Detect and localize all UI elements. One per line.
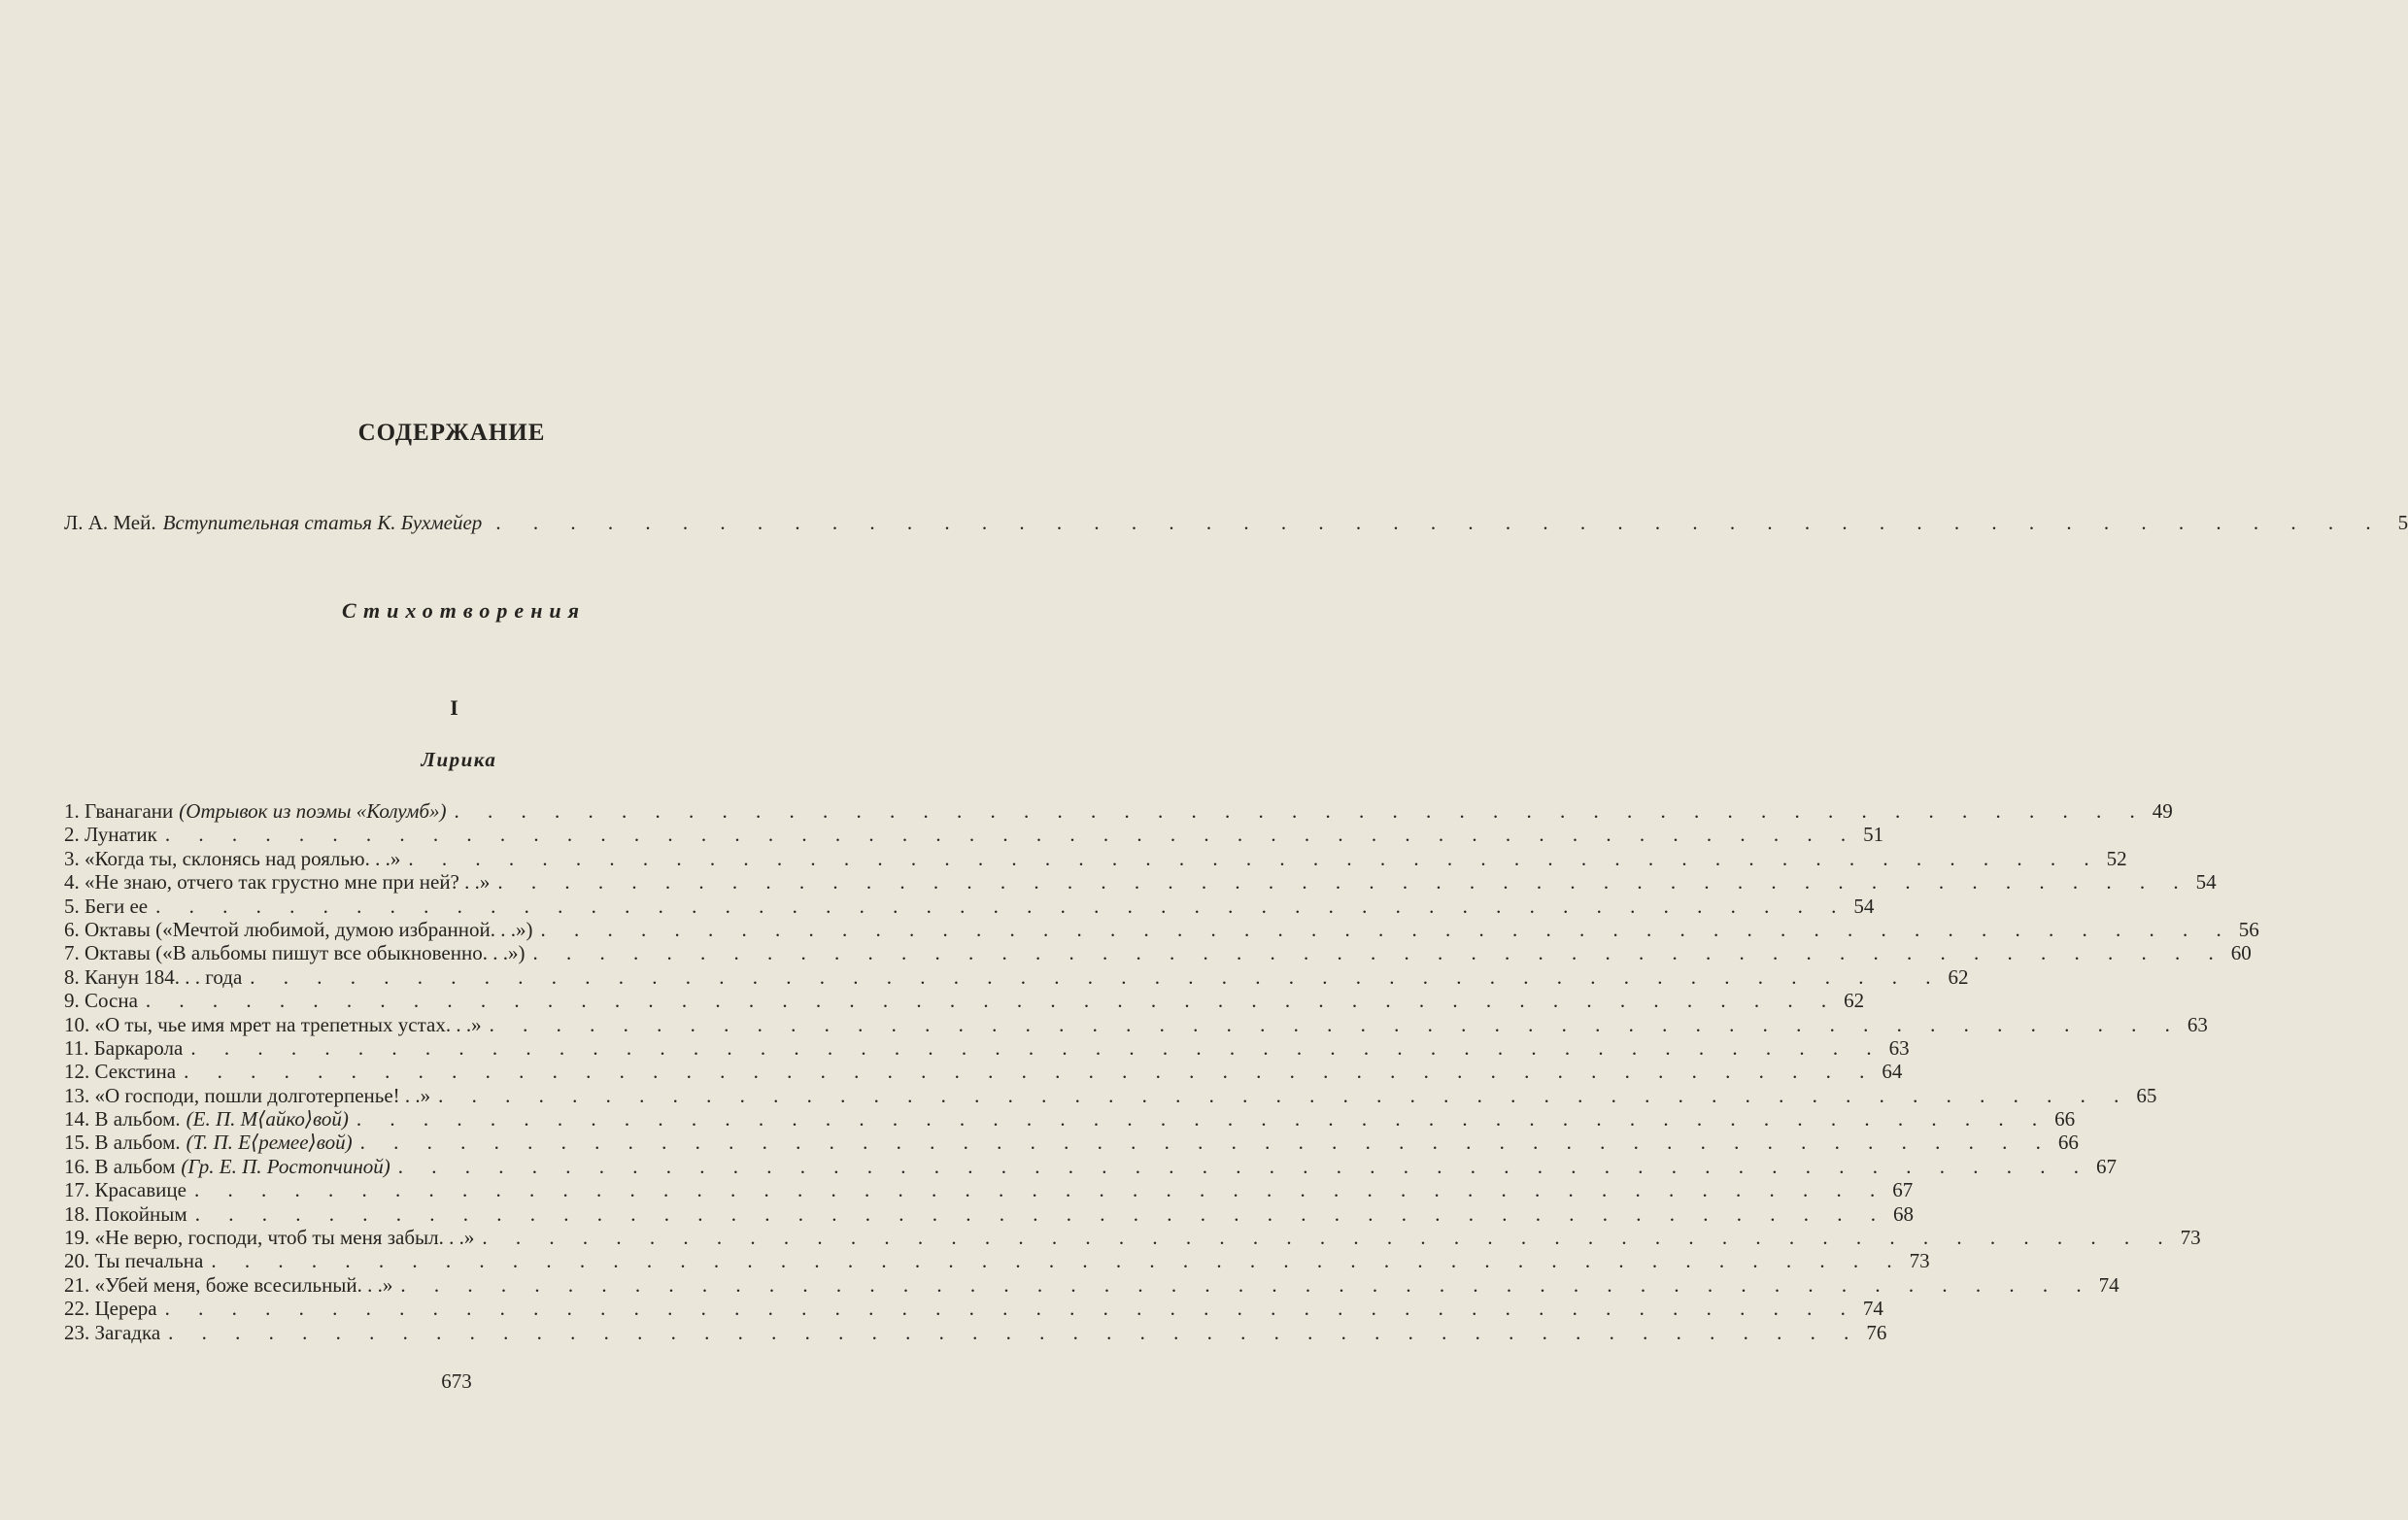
leader-dots: . . . . . . . . . . . . . . . . . . . . . . . . . . . . . . . . . . . . . . . . . . . . . . . . . . . [408, 846, 2101, 870]
toc-entry-page: 67 [2096, 1154, 2117, 1178]
toc-entry-title: 15. В альбом. [64, 1131, 181, 1155]
toc-entry-page: 74 [2098, 1272, 2120, 1297]
toc-entry-page: 62 [1844, 989, 1865, 1013]
toc-entry [64, 1178, 1914, 1202]
toc-entry-title: 13. «О господи, пошли долготерпенье! . .» [64, 1083, 431, 1107]
toc-entry-title: 17. Красавице [64, 1178, 187, 1202]
toc-list [64, 799, 2259, 1344]
toc-entry-title: 10. «О ты, чье имя мрет на трепетных устах. . .» [64, 1012, 482, 1036]
toc-entry-page: 51 [1863, 823, 1884, 847]
toc-entry-page: 76 [1866, 1320, 1887, 1344]
leader-dots: . . . . . . . . . . . . . . . . . . . . . . . . . . . . . . . . . . . . . . . . . . . . . . . . . . . [164, 1297, 1857, 1321]
leader-dots: . . . . . . . . . . . . . . . . . . . . . . . . . . . . . . . . . . . . . . . . . . . . . . . . . . . [438, 1083, 2131, 1107]
toc-entry-title: 16. В альбом [64, 1154, 176, 1178]
toc-entry-title: 22. Церера [64, 1297, 157, 1321]
toc-entry-title: 11. Баркарола [64, 1035, 184, 1060]
toc-entry-page: 60 [2230, 941, 2252, 965]
leader-dots: . . . . . . . . . . . . . . . . . . . . . . . . . . . . . . . . . . . . . . . . . . . . . . . . . . . [184, 1060, 1877, 1084]
toc-entry [64, 1131, 2079, 1155]
toc-entry-page: 62 [1948, 964, 1969, 989]
toc-entry [64, 1226, 2201, 1250]
leader-dots: . . . . . . . . . . . . . . . . . . . . . . . . . . . . . . . . . . . . . . . . . . . . . . . . . . . [359, 1131, 2052, 1155]
leader-dots: . . . . . . . . . . . . . . . . . . . . . . . . . . . . . . . . . . . . . . . . . . . . . . . . . . . [397, 1154, 2090, 1178]
page-title: СОДЕРЖАНИЕ [357, 420, 546, 446]
leader-dots: . . . . . . . . . . . . . . . . . . . . . . . . . . . . . . . . . . . . . . . . . . . . . . . . . . . [489, 1012, 2182, 1036]
intro-author: Л. А. Мей. [64, 511, 156, 534]
toc-entry-page: 67 [1892, 1178, 1914, 1202]
toc-entry [64, 1035, 1910, 1060]
toc-entry-title: 12. Секстина [64, 1060, 177, 1084]
toc-entry [64, 1107, 2076, 1132]
toc-entry [64, 964, 1969, 989]
toc-entry [64, 870, 2217, 895]
toc-entry-note: (Отрывок из поэмы «Колумб») [179, 799, 447, 823]
leader-dots: . . . . . . . . . . . . . . . . . . . . . . . . . . . . . . . . . . . . . . . . . . . . . . . . . . . [164, 823, 1858, 847]
toc-entry-page: 74 [1862, 1297, 1883, 1321]
leader-dots: . . . . . . . . . . . . . . . . . . . . . . . . . . . . . . . . . . . . . . . . . . . . . . . . . . . [482, 1226, 2175, 1250]
section-title: Стихотворения [342, 598, 586, 623]
leader-dots: . . . . . . . . . . . . . . . . . . . . . . . . . . . . . . . . . . . . . . . . . . . . . . . . . . . [145, 989, 1839, 1013]
toc-entry-title: 4. «Не знаю, отчего так грустно мне при ней? . .» [64, 870, 491, 895]
leader-dots: . . . . . . . . . . . . . . . . . . . . . . . . . . . . . . . . . . . . . . . . . . . . . . . . . . . [495, 511, 2385, 534]
leader-dots: . . . . . . . . . . . . . . . . . . . . . . . . . . . . . . . . . . . . . . . . . . . . . . . . . . . [168, 1320, 1861, 1344]
toc-entry [64, 1249, 1930, 1273]
toc-entry-page: 56 [2238, 917, 2259, 941]
leader-dots: . . . . . . . . . . . . . . . . . . . . . . . . . . . . . . . . . . . . . . . . . . . . . . . . . . . [250, 964, 1943, 989]
toc-entry-note: (Гр. Е. П. Ростопчиной) [181, 1154, 390, 1178]
toc-entry-title: 1. Гванагани [64, 799, 174, 823]
subsection-title: Лирика [421, 748, 497, 771]
toc-entry [64, 1060, 1903, 1084]
toc-entry [64, 1201, 1914, 1226]
toc-entry [64, 989, 1865, 1013]
leader-dots: . . . . . . . . . . . . . . . . . . . . . . . . . . . . . . . . . . . . . . . . . . . . . . . . . . . [155, 894, 1848, 918]
toc-entry [64, 799, 2173, 823]
leader-dots: . . . . . . . . . . . . . . . . . . . . . . . . . . . . . . . . . . . . . . . . . . . . . . . . . . . [540, 917, 2233, 941]
toc-entry-title: 9. Сосна [64, 989, 138, 1013]
toc-entry [64, 846, 2127, 870]
toc-entry-title: 2. Лунатик [64, 823, 157, 847]
toc-entry [64, 1320, 1887, 1344]
toc-entry [64, 1297, 1883, 1321]
intro-page-number: 5 [2397, 511, 2408, 534]
toc-entry-page: 64 [1882, 1060, 1903, 1084]
toc-entry-title: 6. Октавы («Мечтой любимой, думою избранной. . .») [64, 917, 533, 941]
leader-dots: . . . . . . . . . . . . . . . . . . . . . . . . . . . . . . . . . . . . . . . . . . . . . . . . . . . [211, 1249, 1904, 1273]
intro-title: Вступительная статья К. Бухмейер [162, 511, 483, 534]
toc-entry-page: 54 [1853, 894, 1875, 918]
leader-dots: . . . . . . . . . . . . . . . . . . . . . . . . . . . . . . . . . . . . . . . . . . . . . . . . . . . [532, 941, 2225, 965]
toc-entry-note: (Т. П. Е⟨ремее⟩вой) [186, 1131, 353, 1155]
toc-entry [64, 917, 2259, 941]
toc-entry [64, 1154, 2117, 1178]
toc-entry-title: 8. Канун 184. . . года [64, 964, 243, 989]
toc-entry-page: 54 [2195, 870, 2217, 895]
leader-dots: . . . . . . . . . . . . . . . . . . . . . . . . . . . . . . . . . . . . . . . . . . . . . . . . . . . [497, 870, 2190, 895]
intro-entry [64, 511, 2408, 535]
toc-entry [64, 894, 1875, 918]
part-number: I [450, 695, 458, 720]
toc-entry-title: 3. «Когда ты, склонясь над роялью. . .» [64, 846, 401, 870]
toc-entry [64, 1083, 2157, 1107]
toc-entry-note: (Е. П. М⟨айко⟩вой) [186, 1107, 349, 1132]
leader-dots: . . . . . . . . . . . . . . . . . . . . . . . . . . . . . . . . . . . . . . . . . . . . . . . . . . . [190, 1035, 1883, 1060]
toc-entry [64, 941, 2252, 965]
toc-entry-page: 73 [1909, 1249, 1930, 1273]
toc-entry-title: 7. Октавы («В альбомы пишут все обыкновенно. . .») [64, 941, 526, 965]
toc-entry-page: 63 [1888, 1035, 1910, 1060]
leader-dots: . . . . . . . . . . . . . . . . . . . . . . . . . . . . . . . . . . . . . . . . . . . . . . . . . . . [193, 1178, 1887, 1202]
toc-entry-title: 14. В альбом. [64, 1107, 181, 1132]
folio-page-number: 673 [441, 1369, 472, 1393]
toc-entry-title: 18. Покойным [64, 1201, 187, 1226]
toc-entry-title: 21. «Убей меня, боже всесильный. . .» [64, 1272, 393, 1297]
toc-entry-page: 65 [2136, 1083, 2157, 1107]
leader-dots: . . . . . . . . . . . . . . . . . . . . . . . . . . . . . . . . . . . . . . . . . . . . . . . . . . . [356, 1107, 2050, 1132]
toc-entry-page: 52 [2106, 846, 2127, 870]
leader-dots: . . . . . . . . . . . . . . . . . . . . . . . . . . . . . . . . . . . . . . . . . . . . . . . . . . . [454, 799, 2147, 823]
toc-entry-title: 19. «Не верю, господи, чтоб ты меня забыл. . .» [64, 1226, 475, 1250]
toc-entry-title: 23. Загадка [64, 1320, 161, 1344]
toc-entry-page: 63 [2187, 1012, 2208, 1036]
toc-entry-page: 73 [2180, 1226, 2201, 1250]
toc-entry-page: 66 [2054, 1107, 2076, 1132]
toc-entry-page: 66 [2057, 1131, 2079, 1155]
toc-entry [64, 1272, 2120, 1297]
toc-entry [64, 1012, 2208, 1036]
leader-dots: . . . . . . . . . . . . . . . . . . . . . . . . . . . . . . . . . . . . . . . . . . . . . . . . . . . [400, 1272, 2093, 1297]
toc-entry-title: 5. Беги ее [64, 894, 149, 918]
toc-entry [64, 823, 1884, 847]
toc-entry-title: 20. Ты печальна [64, 1249, 204, 1273]
leader-dots: . . . . . . . . . . . . . . . . . . . . . . . . . . . . . . . . . . . . . . . . . . . . . . . . . . . [194, 1201, 1887, 1226]
toc-entry-page: 49 [2152, 799, 2173, 823]
toc-entry-page: 68 [1892, 1201, 1914, 1226]
